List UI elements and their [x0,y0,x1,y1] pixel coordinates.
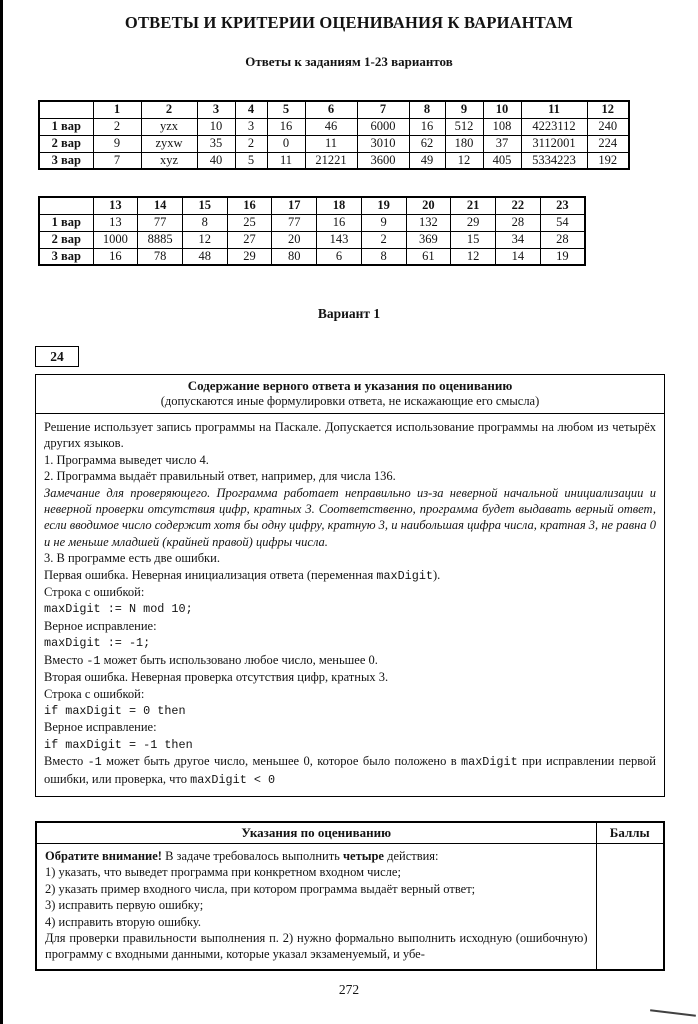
column-header: 8 [409,101,445,118]
table-row [39,214,585,231]
answer-cell: 2 [361,231,406,248]
answer-cell: yzx [141,118,197,135]
answer-cell: 13 [93,214,138,231]
page-number: 272 [338,981,360,997]
text-run: Верное исправление: [44,720,157,735]
answer-cell: 27 [227,231,272,248]
text-run: Решение использует запись программы на Паскале. Допускается использование программы на любом из четырёх других языков. [44,420,656,451]
text-line [44,567,656,584]
answer-cell: 25 [227,214,272,231]
answer-cell: 16 [93,248,138,265]
answer-cell: 192 [587,152,629,169]
answer-cell: 48 [182,248,227,265]
scoring-instructions [36,843,596,969]
text-run: действия: [383,848,439,863]
table-row [39,248,585,265]
text-run: -1 [87,755,102,770]
text-line [44,419,656,452]
text-run: -1 [86,653,101,668]
variant-heading: Вариант 1 [317,306,381,321]
answer-cell: 9 [93,135,141,152]
section-subtitle: Ответы к заданиям 1-23 вариантов [245,54,453,69]
column-header: 11 [521,101,587,118]
scoring-header-label: Указания по оцениванию [36,822,596,844]
column-header: 18 [317,197,362,214]
points-cell [596,843,664,969]
text-line [45,930,588,963]
column-header: 7 [357,101,409,118]
text-run: Строка с ошибкой: [44,686,145,701]
code-line [44,600,656,617]
text-run: maxDigit := -1; [44,636,151,651]
text-run: 1) указать, что выведет программа при конкретном входном числе; [45,865,401,880]
answer-cell: 34 [495,231,540,248]
answer-cell: 5 [235,152,267,169]
answer-cell: 6000 [357,118,409,135]
column-header: 16 [227,197,272,214]
text-run: может быть другое число, меньшее 0, которое было положено в [101,754,462,769]
scan-edge-artifact [0,0,3,1024]
text-run: Строка с ошибкой: [44,585,145,600]
text-run: Первая ошибка. Неверная инициализация ответа (переменная [44,567,377,582]
answer-cell: 20 [272,231,317,248]
table-row [39,231,585,248]
column-header: 22 [495,197,540,214]
table-row [39,135,629,152]
criteria-header-note: (допускаются иные формулировки ответа, не искажающие его смысла) [160,394,540,408]
text-line [44,485,656,551]
answer-cell: 1000 [93,231,138,248]
answer-cell: 2 [235,135,267,152]
answer-cell: 77 [138,214,183,231]
row-label: 2 вар [39,231,93,248]
answer-cell: 19 [540,248,585,265]
scoring-table [35,821,665,971]
answer-cell: 77 [272,214,317,231]
answer-cell: 3 [235,118,267,135]
answer-cell: 37 [483,135,521,152]
answer-cell: 11 [267,152,305,169]
text-run: 3) исправить первую ошибку; [45,898,204,913]
row-label: 2 вар [39,135,93,152]
answer-cell: 369 [406,231,451,248]
text-line [44,753,656,788]
column-header: 12 [587,101,629,118]
column-header: 13 [93,197,138,214]
text-run: Замечание для проверяющего. Программа работает неправильно из-за неверной начальной инициализации и неверной проверки отсутствия цифр, кратных 3. Соответственно, программа будет выдавать верный ответ, если вводимое число содержит хотя бы одну цифру, кратную 3, и наибольшая цифра числа, кратная 3, не равна 0 и не меньше младшей (крайней правой) цифры числа. [44,485,656,549]
answer-cell: 240 [587,118,629,135]
answer-cell: 6 [317,248,362,265]
text-run: Обратите внимание! [45,848,162,863]
text-run: if maxDigit = -1 then [44,737,193,752]
column-header: 17 [272,197,317,214]
answer-cell: 16 [317,214,362,231]
points-header-label: Баллы [596,822,664,844]
text-run: 4) исправить вторую ошибку. [45,914,202,929]
answers-table-2 [38,196,586,266]
answer-cell: 0 [267,135,305,152]
answer-cell: 143 [317,231,362,248]
answer-cell: 16 [409,118,445,135]
text-line [44,452,656,468]
answer-cell: 80 [272,248,317,265]
row-label: 1 вар [39,118,93,135]
answer-cell: 12 [451,248,496,265]
answer-cell: 54 [540,214,585,231]
answer-cell: 2 [93,118,141,135]
column-header: 3 [197,101,235,118]
answer-cell: 108 [483,118,521,135]
answer-cell: 61 [406,248,451,265]
answer-cell: 9 [361,214,406,231]
text-run: Вместо [44,754,88,769]
criteria-body [36,414,664,796]
answer-cell: 512 [445,118,483,135]
text-line [44,669,656,685]
column-header: 19 [361,197,406,214]
text-run: В задаче требовалось выполнить [161,848,343,863]
row-label: 3 вар [39,152,93,169]
answer-cell: xyz [141,152,197,169]
text-run: Верное исправление: [44,618,157,633]
text-line [44,719,656,735]
text-run: 3. В программе есть две ошибки. [44,551,220,566]
answer-cell: 35 [197,135,235,152]
text-run: Для проверки правильности выполнения п. 2) нужно формально выполнить исходную (ошибочную) программу с входными данными, которые указал экзаменуемый, и убе- [45,930,588,962]
row-label: 3 вар [39,248,93,265]
answer-cell: 3010 [357,135,409,152]
answer-cell: 28 [540,231,585,248]
text-line [44,468,656,484]
answer-cell: 16 [267,118,305,135]
column-header: 15 [182,197,227,214]
text-line [44,652,656,669]
text-line [44,584,656,600]
criteria-header [36,375,664,414]
text-line [45,897,588,913]
table-row [39,152,629,169]
answer-cell: 405 [483,152,521,169]
answer-cell: 46 [305,118,357,135]
task-number-box [35,346,79,367]
text-run: 2) указать пример входного числа, при котором программа выдаёт верный ответ; [45,881,476,896]
answer-cell: 8 [361,248,406,265]
answer-cell: 15 [451,231,496,248]
answer-cell: 21221 [305,152,357,169]
answer-cell: 132 [406,214,451,231]
answer-cell: zyxw [141,135,197,152]
answer-cell: 180 [445,135,483,152]
scoring-header-row [36,822,664,844]
page-title: ОТВЕТЫ И КРИТЕРИИ ОЦЕНИВАНИЯ К ВАРИАНТАМ [124,13,574,32]
column-header: 20 [406,197,451,214]
answers-table-1 [38,100,630,170]
header-row [39,101,629,118]
answer-cell: 4223112 [521,118,587,135]
text-run: maxDigit < 0 [190,772,276,787]
column-header: 9 [445,101,483,118]
text-run: if maxDigit = 0 then [44,703,186,718]
answer-cell: 29 [227,248,272,265]
answer-cell: 7 [93,152,141,169]
table-row [39,118,629,135]
text-run: maxDigit := N mod 10; [44,602,193,617]
answer-cell: 8 [182,214,227,231]
text-run: четыре [342,848,384,863]
text-run: 2. Программа выдаёт правильный ответ, например, для числа 136. [44,469,396,484]
text-run: может быть использовано любое число, меньшее 0. [100,652,378,667]
answer-cell: 29 [451,214,496,231]
answer-cell: 62 [409,135,445,152]
header-row [39,197,585,214]
task-number: 24 [50,349,64,364]
answer-cell: 28 [495,214,540,231]
column-header: 14 [138,197,183,214]
column-header: 4 [235,101,267,118]
criteria-box [35,374,665,797]
text-line [44,550,656,566]
row-label: 1 вар [39,214,93,231]
answer-cell: 5334223 [521,152,587,169]
text-line [44,618,656,634]
column-header: 1 [93,101,141,118]
answer-cell: 3600 [357,152,409,169]
text-run: maxDigit [376,568,433,583]
text-line [45,881,588,897]
answer-cell: 10 [197,118,235,135]
corner-cell [39,197,93,214]
code-line [44,634,656,651]
column-header: 5 [267,101,305,118]
text-run: maxDigit [461,755,518,770]
text-run: ). [433,567,441,582]
text-line [45,864,588,880]
criteria-header-title: Содержание верного ответа и указания по оцениванию [187,378,513,393]
answer-cell: 12 [182,231,227,248]
answer-cell: 224 [587,135,629,152]
answer-cell: 78 [138,248,183,265]
answer-cell: 12 [445,152,483,169]
text-run: при исправлении первой ошибки, или проверка, что [44,754,656,786]
column-header: 21 [451,197,496,214]
answer-cell: 11 [305,135,357,152]
column-header: 2 [141,101,197,118]
column-header: 10 [483,101,521,118]
text-run: Вторая ошибка. Неверная проверка отсутствия цифр, кратных 3. [44,670,389,685]
text-run: 1. Программа выведет число 4. [44,452,209,467]
code-line [44,702,656,719]
answer-cell: 8885 [138,231,183,248]
scoring-body-row [36,843,664,969]
answer-cell: 14 [495,248,540,265]
answer-cell: 49 [409,152,445,169]
text-run: Вместо [44,652,87,667]
column-header: 6 [305,101,357,118]
answer-cell: 40 [197,152,235,169]
column-header: 23 [540,197,585,214]
corner-cell [39,101,93,118]
answer-cell: 3112001 [521,135,587,152]
scan-mark-artifact [650,1009,696,1017]
text-line [45,848,588,864]
text-line [44,686,656,702]
code-line [44,736,656,753]
text-line [45,914,588,930]
